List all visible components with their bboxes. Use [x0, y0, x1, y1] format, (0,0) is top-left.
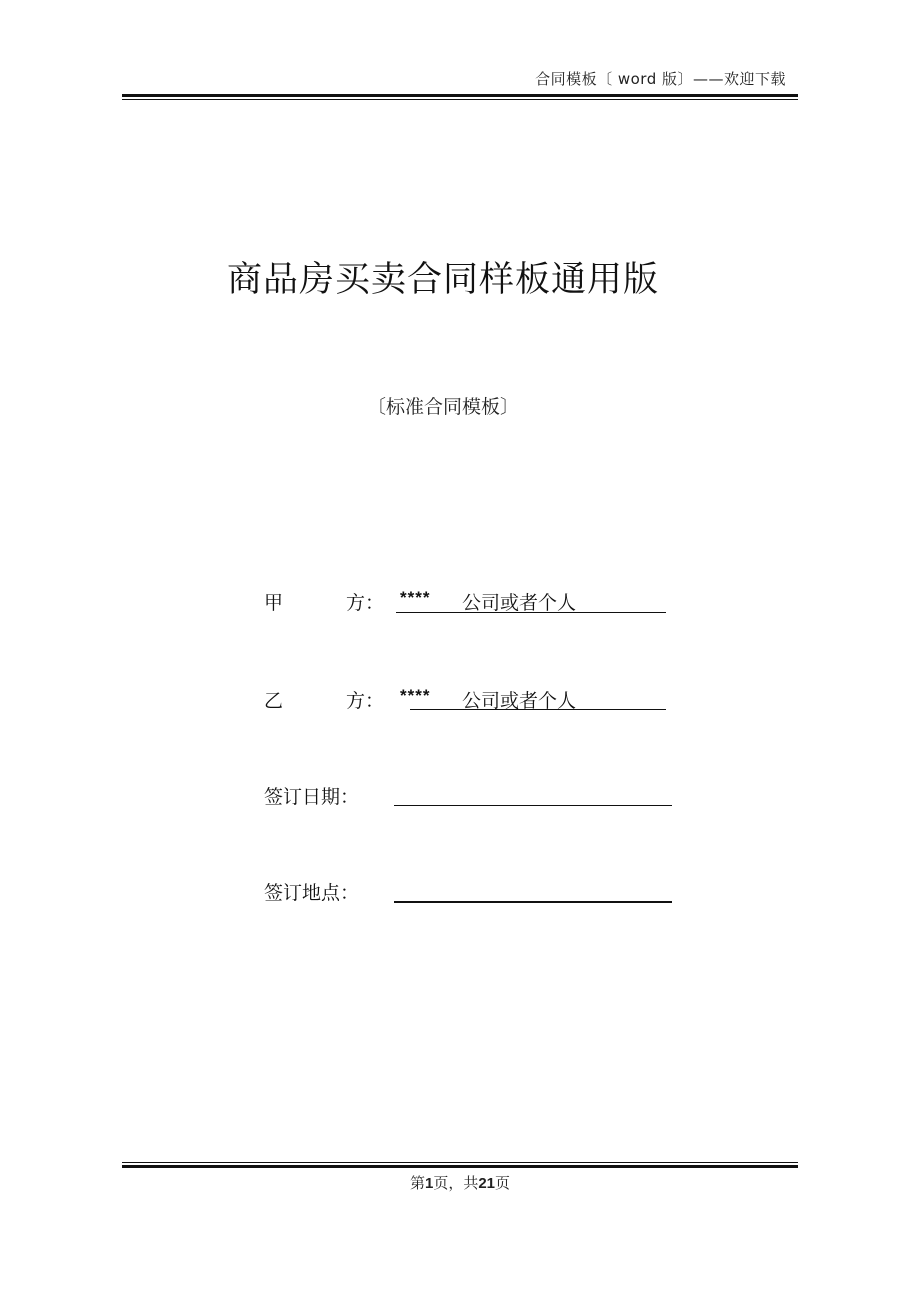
page-number-suffix: 页 — [495, 1174, 511, 1192]
footer-rule-thin — [122, 1162, 798, 1163]
party-b-stars: **** — [400, 686, 431, 705]
party-b-value: 公司或者个人 — [462, 690, 577, 712]
footer-rule — [122, 1162, 798, 1168]
sign-date-label: 签订日期： — [264, 786, 360, 808]
sign-date-underline — [394, 805, 672, 806]
party-a-label-char2: 方： — [346, 592, 385, 614]
party-a-stars: **** — [400, 588, 431, 607]
header-rule-thin — [122, 99, 798, 100]
document-subtitle: 〔标准合同模板〕 — [366, 396, 519, 418]
party-b-underline — [410, 709, 666, 710]
header-rule — [122, 94, 798, 100]
page-number-current: 1 — [424, 1175, 434, 1192]
party-b-label-char2: 方： — [346, 690, 385, 712]
party-a-underline — [396, 612, 666, 613]
header-title: 合同模板〔 word 版〕——欢迎下载 — [535, 70, 786, 88]
sign-place-label: 签订地点： — [264, 882, 360, 904]
page-number-prefix: 第 — [409, 1174, 425, 1192]
sign-place-underline — [394, 901, 672, 903]
party-a-label-char1: 甲 — [264, 592, 284, 614]
header-rule-thick — [122, 94, 798, 97]
footer-rule-thick — [122, 1165, 798, 1168]
page-number-middle: 页，共 — [433, 1174, 479, 1192]
party-b-label-char1: 乙 — [264, 690, 284, 712]
document-title: 商品房买卖合同样板通用版 — [226, 260, 659, 300]
page-number-total: 21 — [478, 1175, 496, 1192]
party-a-value: 公司或者个人 — [462, 592, 577, 614]
page-number — [0, 1172, 920, 1193]
